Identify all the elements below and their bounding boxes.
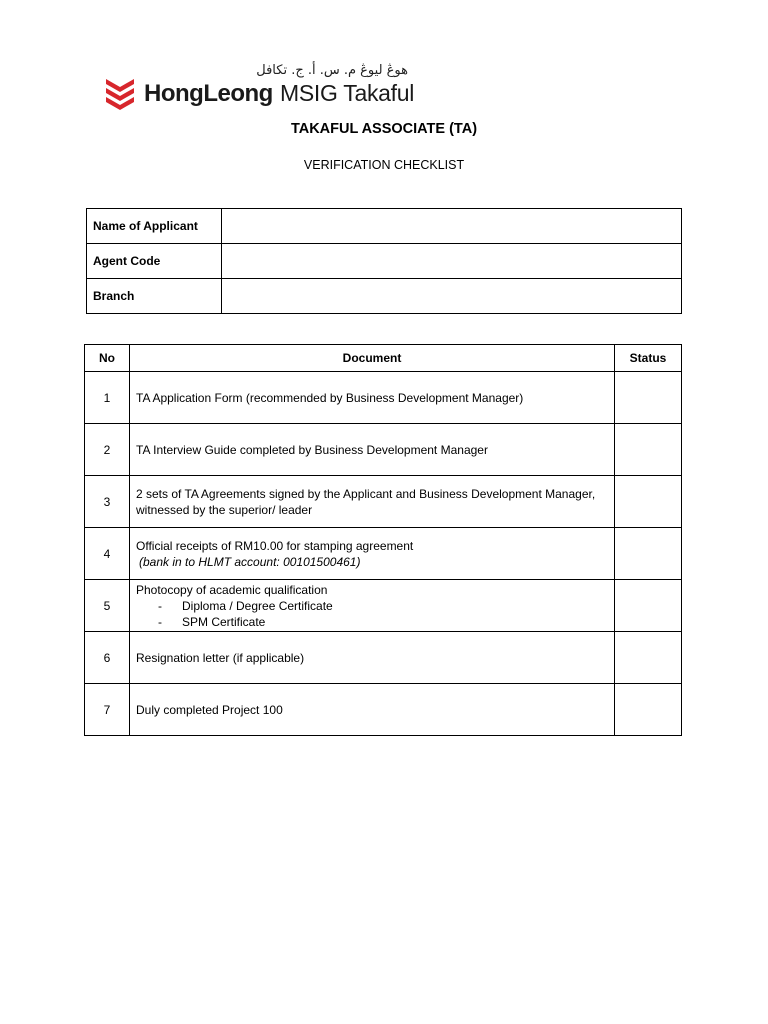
page-subtitle: VERIFICATION CHECKLIST <box>303 158 465 172</box>
document-cell <box>130 580 615 632</box>
status-cell[interactable] <box>615 424 682 476</box>
status-cell[interactable] <box>615 528 682 580</box>
document-text: Duly completed Project 100 <box>130 684 615 736</box>
hong-leong-logo-icon <box>104 75 140 111</box>
sub-item <box>136 614 614 630</box>
document-text: Photocopy of academic qualification <box>136 582 328 597</box>
info-row <box>87 279 682 314</box>
row-number: 1 <box>85 372 130 424</box>
column-header-no: No <box>85 345 130 372</box>
document-checklist-table <box>84 344 682 736</box>
status-cell[interactable] <box>615 684 682 736</box>
company-logo <box>104 62 414 114</box>
document-text: TA Interview Guide completed by Business Development Manager <box>130 424 615 476</box>
status-cell[interactable] <box>615 632 682 684</box>
document-text: 2 sets of TA Agreements signed by the Applicant and Business Development Manager, witnessed by the superior/ leader <box>130 476 615 528</box>
table-row <box>85 632 682 684</box>
applicant-info-table <box>86 208 682 314</box>
document-text: Official receipts of RM10.00 for stamping agreement <box>136 538 414 553</box>
brand-name-jawi: هوڠ ليوڠ م. س. أ. ج. تكافل <box>256 63 408 78</box>
table-header-row <box>85 345 682 372</box>
applicant-name-field[interactable] <box>222 209 682 244</box>
info-label-branch: Branch <box>87 279 222 314</box>
row-number: 4 <box>85 528 130 580</box>
branch-field[interactable] <box>222 279 682 314</box>
agent-code-field[interactable] <box>222 244 682 279</box>
info-label-name: Name of Applicant <box>87 209 222 244</box>
table-row <box>85 372 682 424</box>
sub-item-text: Diploma / Degree Certificate <box>182 598 333 613</box>
table-row <box>85 476 682 528</box>
row-number: 6 <box>85 632 130 684</box>
page-title: TAKAFUL ASSOCIATE (TA) <box>290 121 478 137</box>
table-row <box>85 528 682 580</box>
column-header-document: Document <box>130 345 615 372</box>
info-label-agent-code: Agent Code <box>87 244 222 279</box>
brand-name-hongleong: HongLeong <box>144 80 273 107</box>
row-number: 5 <box>85 580 130 632</box>
row-number: 7 <box>85 684 130 736</box>
status-cell[interactable] <box>615 372 682 424</box>
table-row <box>85 424 682 476</box>
brand-name-msig-takaful: MSIG Takaful <box>280 80 415 106</box>
table-row <box>85 580 682 632</box>
document-cell <box>130 528 615 580</box>
info-row <box>87 244 682 279</box>
column-header-status: Status <box>615 345 682 372</box>
row-number: 3 <box>85 476 130 528</box>
sub-item-text: SPM Certificate <box>182 614 266 629</box>
table-row <box>85 684 682 736</box>
info-row <box>87 209 682 244</box>
status-cell[interactable] <box>615 476 682 528</box>
document-text: Resignation letter (if applicable) <box>130 632 615 684</box>
document-text: TA Application Form (recommended by Business Development Manager) <box>130 372 615 424</box>
sub-item <box>136 598 614 614</box>
status-cell[interactable] <box>615 580 682 632</box>
bank-account-note: (bank in to HLMT account: 00101500461) <box>139 554 361 569</box>
bullet-dash: - <box>158 614 162 629</box>
bullet-dash: - <box>158 598 162 613</box>
row-number: 2 <box>85 424 130 476</box>
